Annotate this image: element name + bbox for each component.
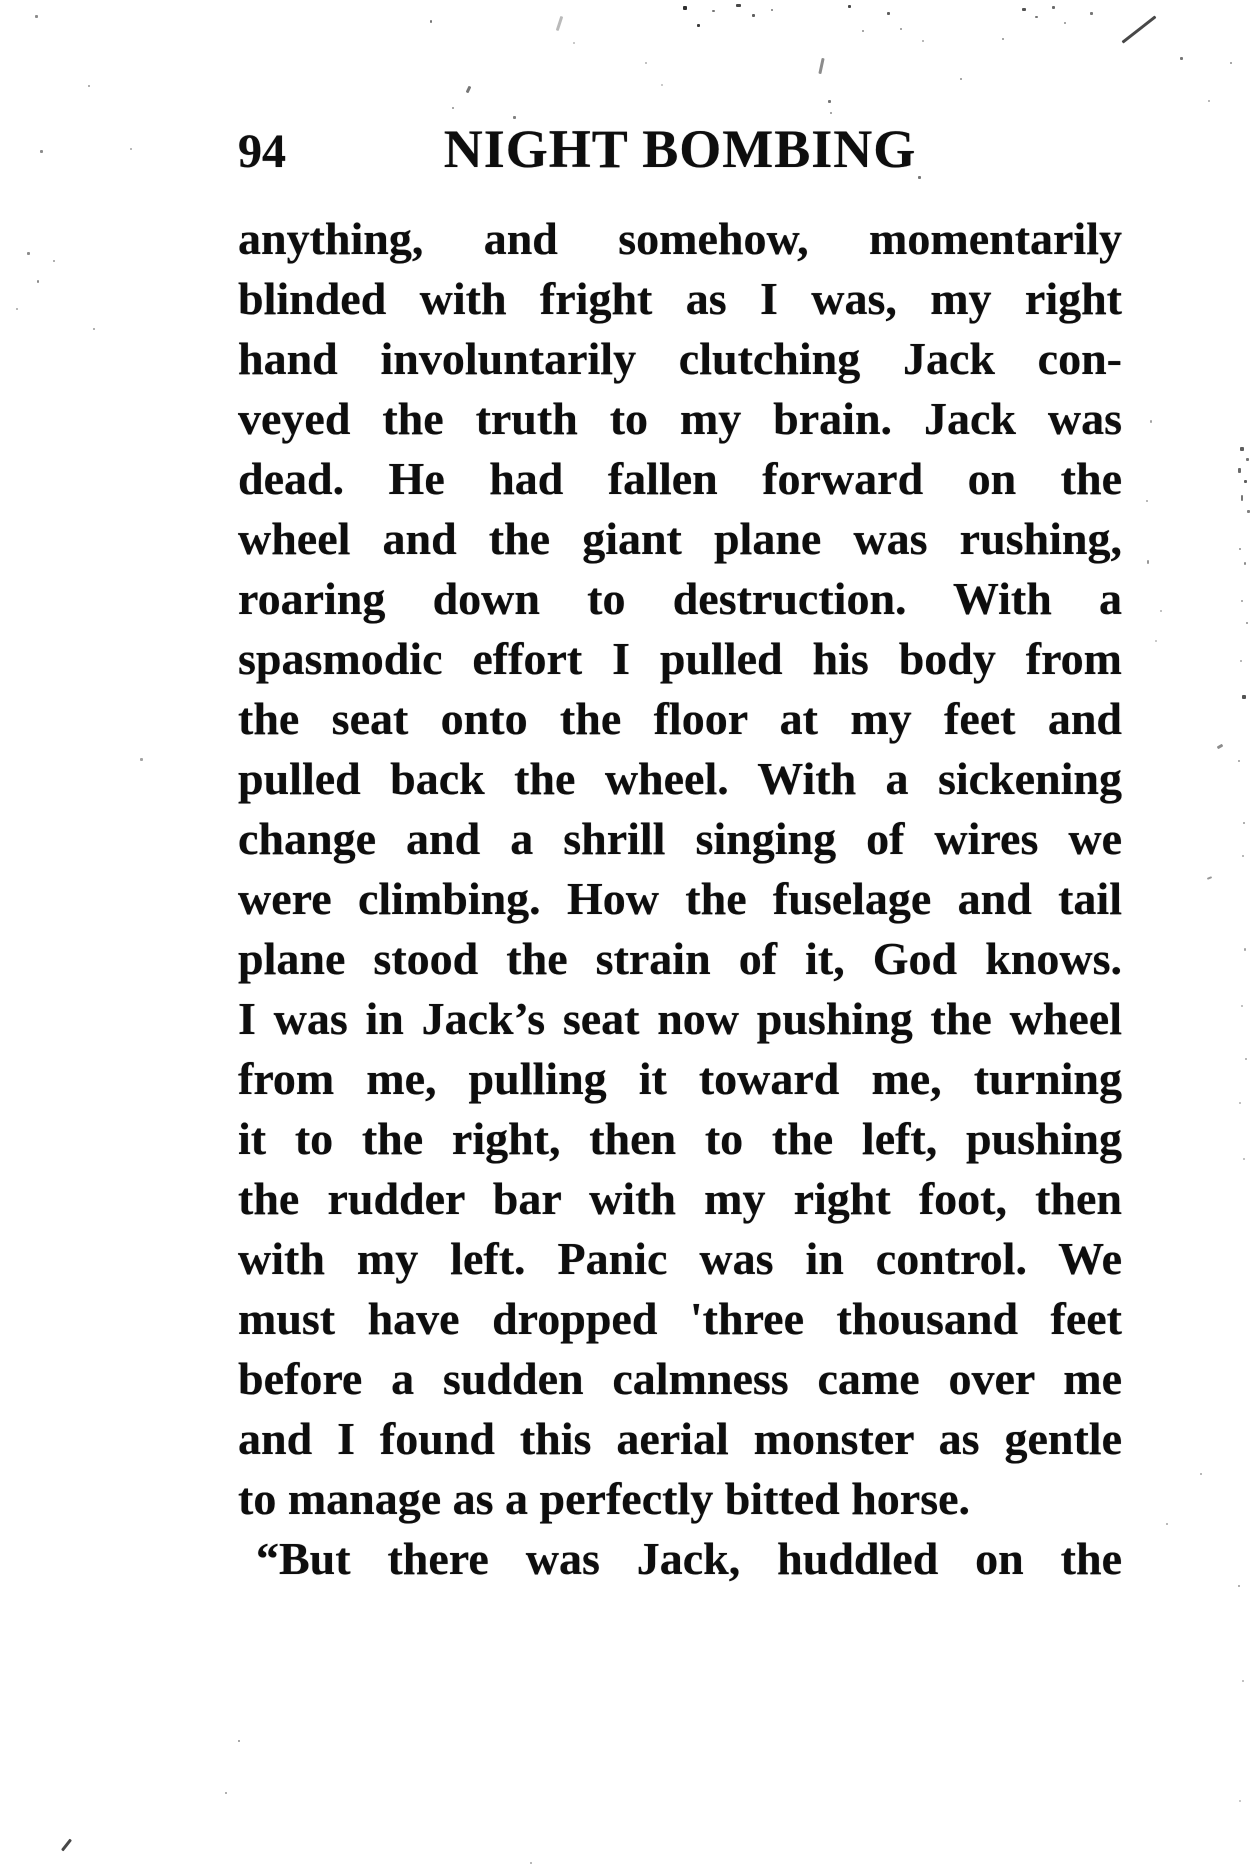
scan-speck (848, 5, 851, 8)
text-line: hand involuntarily clutching Jack con- (238, 333, 1122, 384)
text-line: wheel and the giant plane was rushing, (238, 513, 1122, 564)
scan-speck (1240, 447, 1244, 451)
text-line: “But there was Jack, huddled on the (256, 1533, 1122, 1584)
text-line: anything, and somehow, momentarily (238, 213, 1122, 264)
scan-speck (1243, 1158, 1245, 1160)
running-head (238, 118, 1122, 180)
scan-speck (1244, 948, 1246, 951)
scan-speck (771, 9, 773, 11)
scan-speck (1146, 500, 1148, 502)
scan-speck (1064, 22, 1066, 24)
scan-speck (1035, 16, 1038, 18)
scan-speck (37, 280, 39, 283)
scan-speck (712, 10, 715, 12)
body-text-block (238, 209, 1122, 1589)
page-number: 94 (238, 125, 286, 178)
text-line: with my left. Panic was in control. We (238, 1233, 1122, 1284)
scan-speck (830, 112, 832, 114)
scan-speck (1160, 610, 1162, 612)
scan-speck (1208, 100, 1210, 102)
scan-speck (1239, 1102, 1241, 1104)
text-line: the rudder bar with my right foot, then (238, 1173, 1122, 1224)
scan-speck (645, 62, 647, 64)
scan-speck (1241, 600, 1243, 602)
scan-speck (1239, 1800, 1241, 1802)
scan-speck (1246, 622, 1248, 624)
text-line: plane stood the strain of it, God knows. (238, 933, 1122, 984)
scan-speck (1166, 1523, 1168, 1525)
scan-speck (1242, 855, 1244, 857)
scan-speck (452, 107, 454, 109)
text-line: roaring down to destruction. With a (238, 573, 1122, 624)
scan-speck (818, 58, 824, 74)
scan-speck (960, 78, 962, 80)
scan-speck (27, 252, 30, 255)
scan-speck (1242, 695, 1246, 699)
text-line: before a sudden calmness came over me (238, 1353, 1122, 1404)
text-line: from me, pulling it toward me, turning (238, 1053, 1122, 1104)
scan-speck (130, 148, 132, 150)
scan-speck (1022, 8, 1026, 11)
scan-speck (61, 1839, 72, 1852)
scan-speck (556, 16, 563, 31)
scan-speck (1238, 468, 1241, 473)
text-line: and I found this aerial monster as gentle (238, 1413, 1122, 1464)
scan-speck (1241, 495, 1243, 501)
text-line: pulled back the wheel. With a sickening (238, 753, 1122, 804)
scan-speck (661, 84, 663, 86)
scan-speck (530, 1862, 532, 1864)
text-line: change and a shrill singing of wires we (238, 813, 1122, 864)
scan-speck (1122, 15, 1157, 43)
scan-speck (1244, 562, 1246, 565)
scan-speck (16, 308, 18, 310)
scan-speck (225, 1792, 227, 1794)
scan-speck (862, 30, 864, 32)
scan-speck (736, 4, 741, 7)
scan-speck (752, 14, 755, 17)
scan-speck (140, 758, 143, 761)
text-line: were climbing. How the fuselage and tail (238, 873, 1122, 924)
scan-speck (1240, 660, 1242, 662)
scan-speck (466, 86, 472, 94)
scan-speck (683, 6, 687, 10)
scan-speck (430, 20, 432, 23)
scan-speck (1246, 458, 1249, 461)
scan-speck (1217, 744, 1224, 750)
scan-speck (40, 150, 43, 153)
scan-speck (887, 12, 890, 15)
scan-speck (53, 260, 55, 262)
text-line: must have dropped 'three thousand feet (238, 1293, 1122, 1344)
scan-speck (918, 176, 921, 179)
scan-speck (922, 40, 924, 42)
scan-speck (1150, 420, 1152, 423)
text-line: spasmodic effort I pulled his body from (238, 633, 1122, 684)
scan-speck (1180, 57, 1183, 60)
text-line: it to the right, then to the left, pushing (238, 1113, 1122, 1164)
scan-speck (1155, 640, 1157, 642)
scan-speck (1002, 38, 1004, 40)
scan-speck (1241, 1005, 1243, 1007)
scan-speck (1200, 1473, 1202, 1475)
text-line: dead. He had fallen forward on the (238, 453, 1122, 504)
scan-speck (1242, 1680, 1244, 1682)
scan-speck (1245, 1058, 1247, 1060)
scan-speck (1090, 12, 1093, 15)
scan-speck (828, 100, 831, 103)
scan-speck (513, 116, 516, 119)
scan-speck (35, 15, 38, 18)
scan-speck (1244, 480, 1247, 483)
scan-speck (573, 42, 575, 44)
scan-speck (1243, 822, 1245, 824)
running-head-title: NIGHT BOMBING (443, 119, 917, 179)
scan-speck (900, 28, 902, 30)
scan-speck (1238, 1585, 1240, 1587)
text-line: to manage as a perfectly bitted horse. (238, 1473, 971, 1524)
scan-speck (1238, 760, 1240, 762)
scan-speck (93, 328, 95, 330)
scan-speck (88, 85, 90, 87)
text-line: blinded with fright as I was, my right (238, 273, 1122, 324)
text-line: the seat onto the floor at my feet and (238, 693, 1122, 744)
text-line: I was in Jack’s seat now pushing the wheel (238, 993, 1122, 1044)
text-line: veyed the truth to my brain. Jack was (238, 393, 1122, 444)
scan-speck (697, 24, 700, 27)
scan-speck (1052, 6, 1055, 9)
scan-speck (1147, 560, 1149, 564)
scan-speck (1230, 62, 1232, 64)
scan-speck (1207, 876, 1212, 880)
scan-speck (1239, 548, 1241, 550)
scan-speck (238, 1740, 240, 1742)
